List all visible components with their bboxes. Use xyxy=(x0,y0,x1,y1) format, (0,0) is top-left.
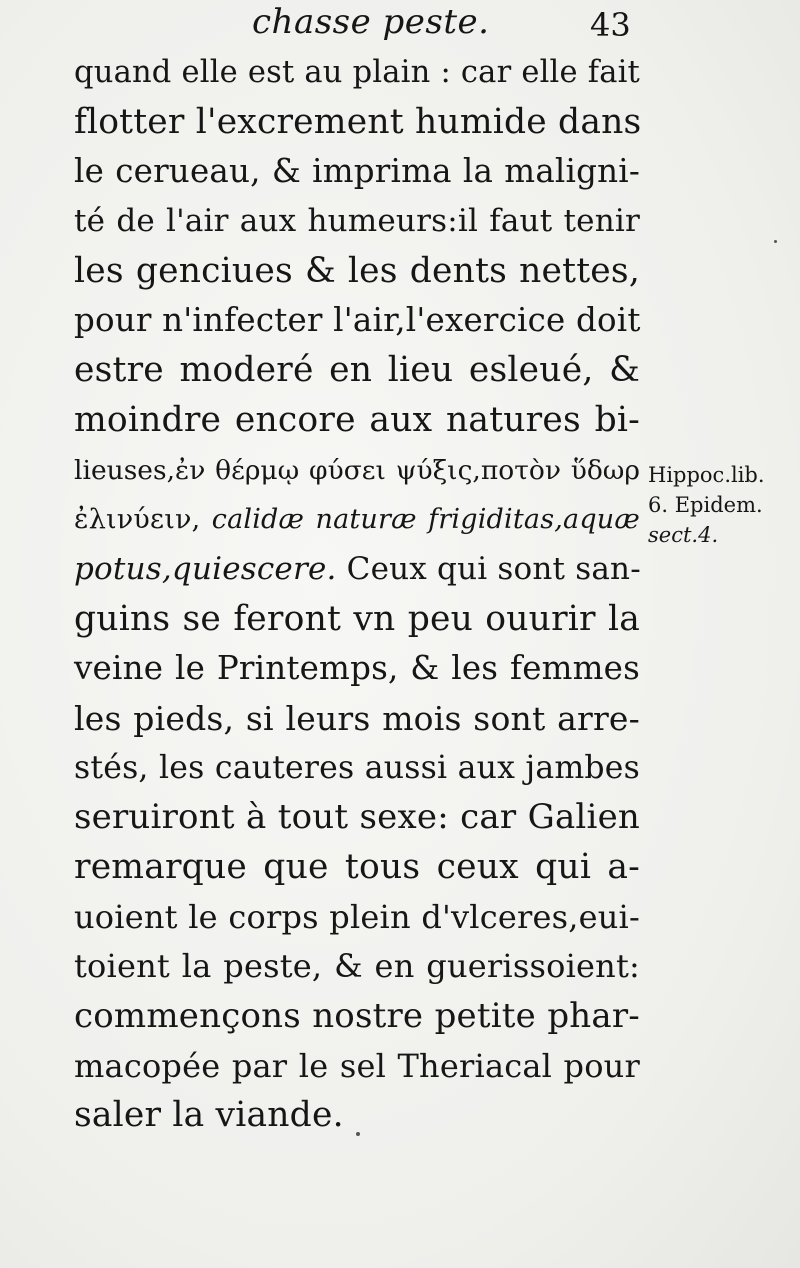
text-line: veine le Printemps, & les femmes xyxy=(74,649,640,688)
text-line: remarque que tous ceux qui a- xyxy=(74,847,640,887)
text-line: guins se feront vn peu ouurir la xyxy=(74,598,640,639)
text-line: quand elle est au plain : car elle fait xyxy=(74,55,640,90)
page-header xyxy=(0,0,800,48)
text-line: saler la viande. xyxy=(74,1095,344,1136)
margin-note-line: sect.4. xyxy=(648,523,719,547)
latin-quotation: calidæ naturæ frigiditas,aquæ xyxy=(211,504,640,536)
text-line xyxy=(74,545,640,595)
text-line: estre moderé en lieu esleué, & xyxy=(74,350,640,391)
greek-quotation-line: lieuses,ἐν θέρμῳ φύσει ψύξις,ποτὸν ὕδωρ xyxy=(74,454,640,486)
text-line: commençons nostre petite phar- xyxy=(74,996,640,1037)
text-line: le cerueau, & imprima la maligni- xyxy=(74,152,640,191)
text-line: seruiront à tout sexe: car Galien xyxy=(74,797,640,838)
margin-note xyxy=(648,460,798,550)
margin-note-line: 6. Epidem. xyxy=(648,493,763,517)
text-fragment: Ceux qui sont san- xyxy=(346,550,641,587)
text-line: stés, les cauteres aussi aux jambes xyxy=(74,749,640,786)
margin-note-line: Hippoc.lib. xyxy=(648,463,765,487)
page-number: 43 xyxy=(590,6,631,44)
text-line: uoient le corps plein d'vlceres,eui- xyxy=(74,897,640,936)
ink-speck xyxy=(356,1132,360,1136)
greek-quotation-end: ἐλινύειν, xyxy=(74,504,201,536)
text-line: les pieds, si leurs mois sont arre- xyxy=(74,698,640,738)
text-line: pour n'infecter l'air,l'exercice doit xyxy=(74,301,641,340)
text-line: flotter l'excrement humide dans xyxy=(74,101,642,142)
running-head: chasse peste. xyxy=(252,2,490,42)
text-line: toient la peste, & en guerissoient: xyxy=(74,947,640,986)
text-line: té de l'air aux humeurs:il faut tenir xyxy=(74,203,640,240)
text-line: moindre encore aux natures bi- xyxy=(74,399,640,440)
text-line: les genciues & les dents nettes, xyxy=(74,250,640,291)
text-line: macopée par le sel Theriacal pour xyxy=(74,1046,640,1085)
body-text xyxy=(74,48,640,1141)
ink-speck xyxy=(774,240,777,243)
latin-quotation-line xyxy=(74,495,640,545)
latin-quotation-end: potus,quiescere. xyxy=(74,550,337,587)
